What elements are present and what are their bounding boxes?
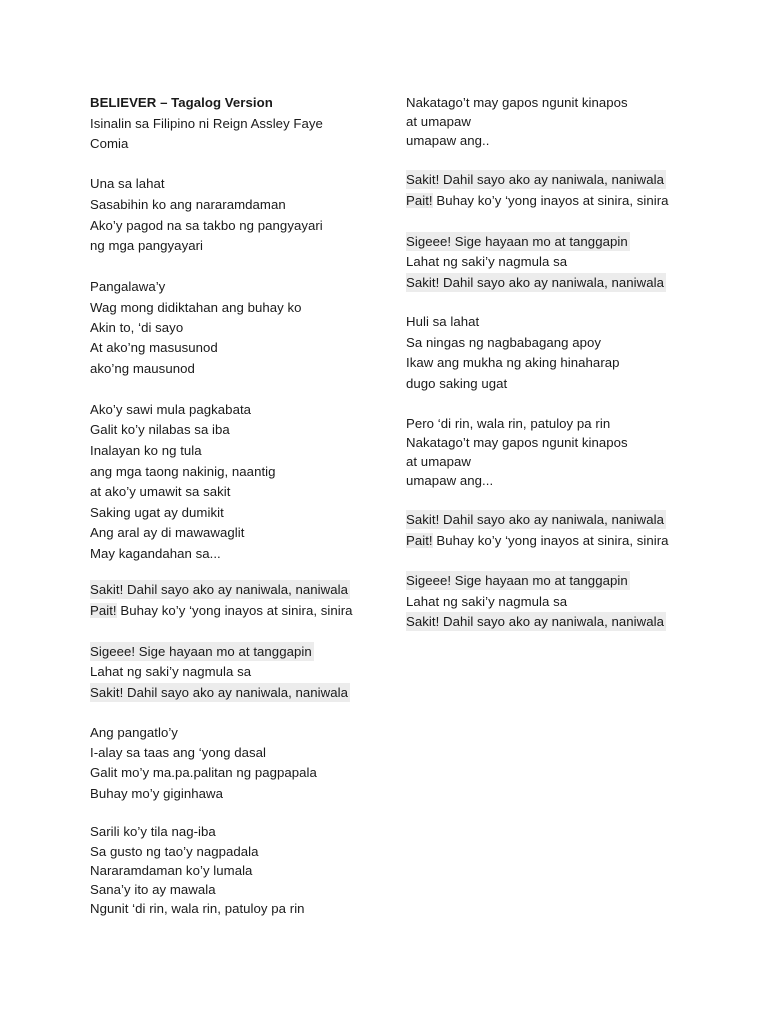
lyric-line: Nakatago’t may gapos ngunit kinapos bbox=[406, 435, 628, 450]
lyric-line: Sa gusto ng tao’y nagpadala bbox=[90, 844, 259, 859]
lyric-line: Sigeee! Sige hayaan mo at tanggapin bbox=[90, 644, 312, 659]
lyric-line: At ako’ng masusunod bbox=[90, 340, 218, 355]
lyric-line: Sakit! Dahil sayo ako ay naniwala, naniwala bbox=[90, 685, 348, 700]
lyric-line: Nakatago’t may gapos ngunit kinapos bbox=[406, 95, 628, 110]
lyric-line: dugo saking ugat bbox=[406, 376, 508, 391]
lyric-line: BELIEVER – Tagalog Version bbox=[90, 95, 273, 110]
lyric-line: Ang aral ay di mawawaglit bbox=[90, 525, 245, 540]
lyric-line: ang mga taong nakinig, naantig bbox=[90, 464, 276, 479]
lyric-line: at ako’y umawit sa sakit bbox=[90, 484, 231, 499]
lyric-line: Sakit! Dahil sayo ako ay naniwala, naniwala bbox=[90, 582, 348, 597]
lyric-line: Ngunit ‘di rin, wala rin, patuloy pa rin bbox=[90, 901, 305, 916]
lyric-line: Sasabihin ko ang nararamdaman bbox=[90, 197, 286, 212]
lyric-line: Lahat ng saki’y nagmula sa bbox=[90, 664, 252, 679]
lyric-line: Buhay mo’y giginhawa bbox=[90, 786, 223, 801]
lyric-line: Saking ugat ay dumikit bbox=[90, 505, 224, 520]
lyric-line: Lahat ng saki’y nagmula sa bbox=[406, 254, 568, 269]
lyric-line: Sakit! Dahil sayo ako ay naniwala, naniwala bbox=[406, 512, 664, 527]
lyric-line: Akin to, ‘di sayo bbox=[90, 320, 184, 335]
lyric-line-rest: Buhay ko’y ‘yong inayos at sinira, sinira bbox=[432, 193, 669, 208]
lyric-line: Wag mong didiktahan ang buhay ko bbox=[90, 300, 302, 315]
lyric-line: ng mga pangyayari bbox=[90, 238, 204, 253]
lyric-line: umapaw ang... bbox=[406, 473, 494, 488]
lyric-line: Ang pangatlo’y bbox=[90, 725, 178, 740]
lyric-line: ako’ng mausunod bbox=[90, 361, 195, 376]
lyric-line: Sana’y ito ay mawala bbox=[90, 882, 216, 897]
lyric-line: Huli sa lahat bbox=[406, 314, 480, 329]
lyric-line: Lahat ng saki’y nagmula sa bbox=[406, 594, 568, 609]
lyric-line: Isinalin sa Filipino ni Reign Assley Faye bbox=[90, 116, 323, 131]
lyric-line: Sigeee! Sige hayaan mo at tanggapin bbox=[406, 573, 628, 588]
lyric-line bbox=[90, 601, 353, 620]
lyric-line-rest: Buhay ko’y ‘yong inayos at sinira, sinira bbox=[116, 603, 353, 618]
highlighted-word: Pait! bbox=[406, 193, 433, 208]
lyric-line: Sigeee! Sige hayaan mo at tanggapin bbox=[406, 234, 628, 249]
highlighted-word: Pait! bbox=[406, 533, 433, 548]
lyric-line: Inalayan ko ng tula bbox=[90, 443, 202, 458]
lyric-line: Ako’y sawi mula pagkabata bbox=[90, 402, 252, 417]
lyric-line: Una sa lahat bbox=[90, 176, 165, 191]
lyric-line: Pero ‘di rin, wala rin, patuloy pa rin bbox=[406, 416, 611, 431]
lyric-line: Comia bbox=[90, 136, 129, 151]
lyric-line: at umapaw bbox=[406, 454, 471, 469]
lyric-line: Sa ningas ng nagbabagang apoy bbox=[406, 335, 602, 350]
lyric-line bbox=[406, 531, 669, 550]
lyric-line bbox=[406, 191, 669, 210]
lyric-line: Sarili ko’y tila nag-iba bbox=[90, 824, 216, 839]
lyric-line: Nararamdaman ko’y lumala bbox=[90, 863, 253, 878]
lyric-line-rest: Buhay ko’y ‘yong inayos at sinira, sinira bbox=[432, 533, 669, 548]
lyric-line: Galit mo’y ma.pa.palitan ng pagpapala bbox=[90, 765, 317, 780]
lyric-line: Sakit! Dahil sayo ako ay naniwala, naniwala bbox=[406, 172, 664, 187]
lyric-line: I-alay sa taas ang ‘yong dasal bbox=[90, 745, 266, 760]
lyric-line: Ikaw ang mukha ng aking hinaharap bbox=[406, 355, 620, 370]
lyric-line: Pangalawa’y bbox=[90, 279, 166, 294]
lyric-line: Sakit! Dahil sayo ako ay naniwala, naniwala bbox=[406, 275, 664, 290]
lyric-line: at umapaw bbox=[406, 114, 471, 129]
lyric-line: Ako’y pagod na sa takbo ng pangyayari bbox=[90, 218, 323, 233]
lyric-line: May kagandahan sa... bbox=[90, 546, 221, 561]
lyric-line: Galit ko’y nilabas sa iba bbox=[90, 422, 230, 437]
lyric-line: Sakit! Dahil sayo ako ay naniwala, naniwala bbox=[406, 614, 664, 629]
lyric-line: umapaw ang.. bbox=[406, 133, 490, 148]
highlighted-word: Pait! bbox=[90, 603, 117, 618]
